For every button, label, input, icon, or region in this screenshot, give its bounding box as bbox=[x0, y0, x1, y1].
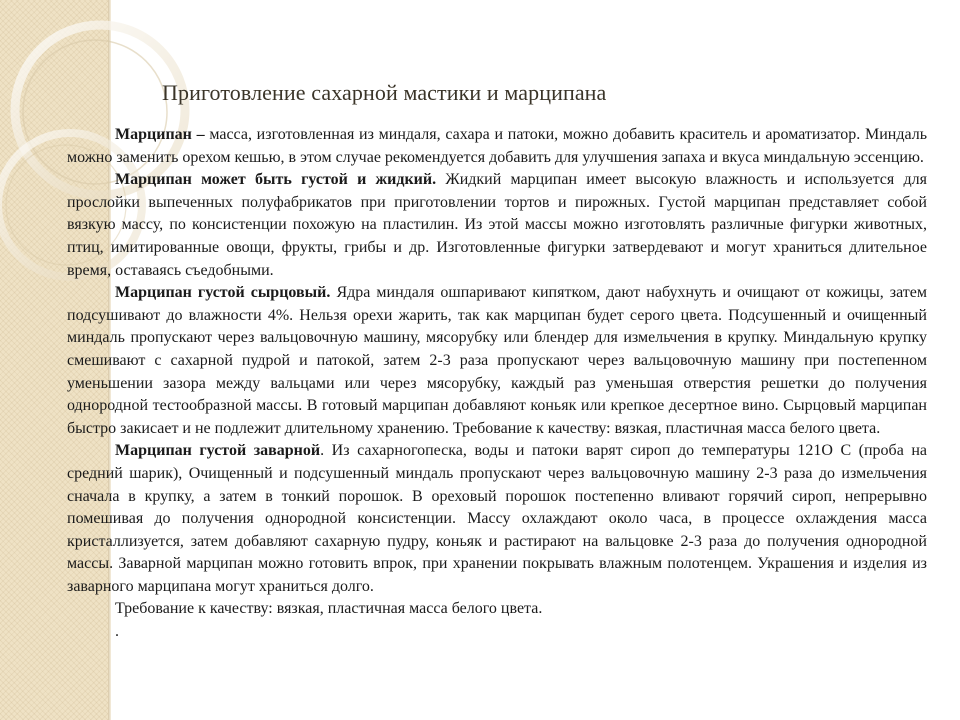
paragraph-term: Марципан может быть густой и жидкий. bbox=[115, 171, 437, 189]
paragraph-definition bbox=[67, 124, 927, 169]
slide-title: Приготовление сахарной мастики и марципана bbox=[162, 80, 607, 105]
paragraph-text: Ядра миндаля ошпаривают кипятком, дают набухнуть и очищают от кожицы, затем подсушивают до влажности 4%. Нельзя орехи жарить, так как марципан будет серого цвета. Подсушенный и очищенный миндаль пропускают через вальцовочную машину, мясорубку или блендер для измельчения в крупку. Миндальную крупку смешивают с сахарной пудрой и патокой, затем 2-3 раза пропускают через вальцовочную машину при постепенном уменьшении зазора между вальцами или через мясорубку, каждый раз уменьшая отверстия решетки до получения однородной тестообразной массы. В готовый марципан добавляют коньяк или крепкое десертное вино. Сырцовый марципан быстро закисает и не подлежит длительному хранению. Требование к качеству: вязкая, пластичная масса белого цвета. bbox=[67, 284, 928, 437]
paragraph-types bbox=[67, 169, 927, 282]
paragraph-text: Жидкий марципан имеет высокую влажность и используется для прослойки выпеченных полуфабрикатов при приготовлении тортов и пирожных. Густой марципан представляет собой вязкую массу, по консистенции похожую на пластилин. Из этой массы можно изготовлять различные фигурки животных, птиц, имитированные овощи, фрукты, грибы и др. Изготовленные фигурки затвердевают и могут храниться длительное время, оставаясь съедобными. bbox=[67, 171, 927, 279]
quality-note: Требование к качеству: вязкая, пластичная масса белого цвета. bbox=[115, 600, 543, 618]
paragraph-term: Марципан – bbox=[115, 126, 205, 143]
paragraph-text: . Из сахарногопеска, воды и патоки варят сироп до температуры 121О С (проба на средний шарик), Очищенный и подсушенный миндаль пропускают через вальцовочную машину 2-3 раза до измельчения сначала в крупку, а затем в тонкий порошок. В ореховый порошок постепенно вливают горячий сироп, непрерывно помешивая до получения однородной консистенции. Массу охлаждают около часа, в процессе охлаждения масса кристаллизуется, затем добавляют сахарную пудру, коньяк и растирают на вальцовке 2-3 раза до получения однородной массы. Заварной марципан можно готовить впрок, при хранении покрывать влажным полотенцем. Украшения и изделия из заварного марципана могут храниться долго. bbox=[67, 442, 928, 595]
paragraph-text: масса, изготовленная из миндаля, сахара и патоки, можно добавить краситель и ароматизатор. Миндаль можно заменить орехом кешью, в этом случае рекомендуется добавить для улучшения запаха и вкуса миндальную эссенцию. bbox=[67, 126, 927, 166]
paragraph-term: Марципан густой сырцовый. bbox=[115, 284, 331, 302]
trailing-mark: . bbox=[115, 623, 119, 641]
slide-body bbox=[67, 124, 927, 644]
paragraph-raw-marzipan bbox=[67, 282, 927, 440]
paragraph-boiled-marzipan bbox=[67, 440, 927, 598]
paragraph-term: Марципан густой заварной bbox=[115, 442, 321, 460]
